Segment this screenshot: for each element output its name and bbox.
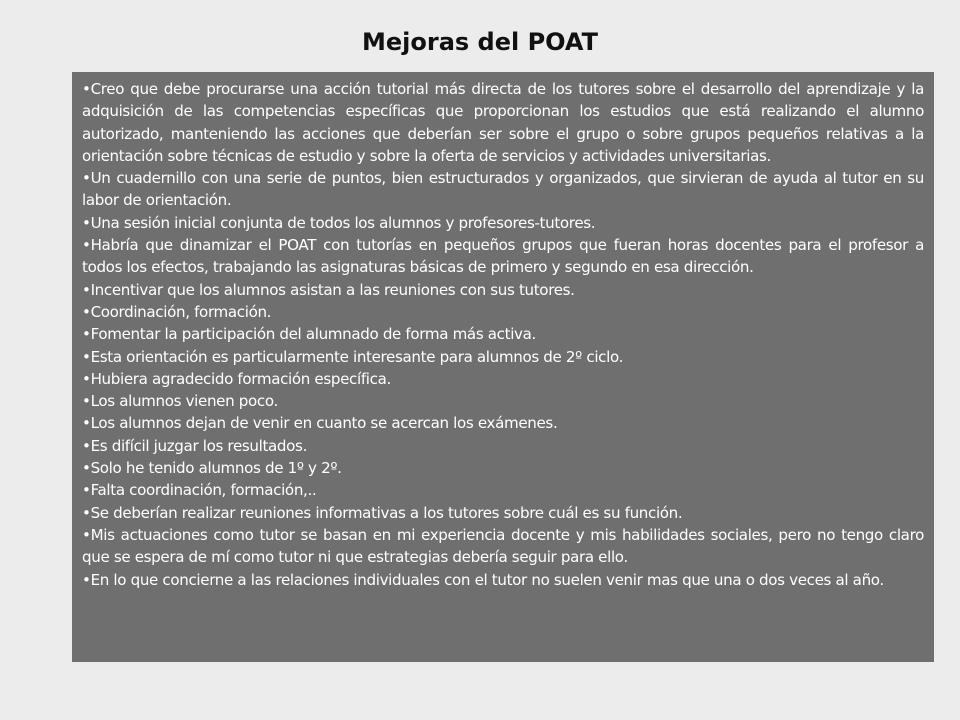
bullet-item [82, 390, 924, 412]
bullet-text: En lo que concierne a las relaciones individuales con el tutor no suelen venir mas que una o dos veces al año. [90, 570, 884, 589]
bullet-text: Incentivar que los alumnos asistan a las reuniones con sus tutores. [90, 280, 575, 299]
bullet-item [82, 346, 924, 368]
bullet-item [82, 435, 924, 457]
bullet-text: Solo he tenido alumnos de 1º y 2º. [90, 459, 342, 478]
bullet-item [82, 301, 924, 323]
bullet-item [82, 167, 924, 212]
bullet-text: Fomentar la participación del alumnado de forma más activa. [90, 325, 536, 344]
bullet-mark: • [82, 392, 91, 411]
bullet-mark: • [82, 525, 91, 544]
bullet-mark: • [82, 414, 91, 433]
bullet-text: Mis actuaciones como tutor se basan en mi experiencia docente y mis habilidades sociales, pero no tengo claro que se espera de mí como tutor ni que estrategias debería seguir para ello. [82, 525, 924, 567]
bullet-text: Es difícil juzgar los resultados. [90, 436, 308, 455]
bullet-mark: • [82, 80, 91, 98]
bullet-item [82, 569, 924, 591]
bullet-mark: • [82, 503, 91, 522]
bullet-item [82, 479, 924, 501]
bullet-mark: • [82, 481, 91, 500]
bullet-text: Creo que debe procurarse una acción tutorial más directa de los tutores sobre el desarrollo del aprendizaje y la adquisición de las competencias específicas que proporcionan los estudios que está realizando el alumno autorizado, manteniendo las acciones que deberían ser sobre el grupo o sobre grupos pequeños relativas a la orientación sobre técnicas de estudio y sobre la oferta de servicios y actividades universitarias. [82, 80, 924, 165]
bullet-text: Se deberían realizar reuniones informativas a los tutores sobre cuál es su función. [90, 503, 683, 522]
bullet-mark: • [82, 347, 91, 366]
bullet-item [82, 457, 924, 479]
bullet-mark: • [82, 369, 91, 388]
bullet-text: Los alumnos vienen poco. [90, 392, 278, 411]
bullet-text: Falta coordinación, formación,.. [90, 481, 317, 500]
bullet-item [82, 212, 924, 234]
bullet-text: Los alumnos dejan de venir en cuanto se acercan los exámenes. [90, 414, 558, 433]
bullet-item [82, 524, 924, 569]
bullet-item [82, 279, 924, 301]
bullet-mark: • [82, 280, 91, 299]
bullet-text: Un cuadernillo con una serie de puntos, bien estructurados y organizados, que sirvieran de ayuda al tutor en su labor de orientación. [82, 169, 924, 210]
bullet-mark: • [82, 436, 91, 455]
content-box [72, 72, 934, 662]
bullet-mark: • [82, 169, 91, 188]
bullet-item [82, 78, 924, 167]
bullet-item [82, 502, 924, 524]
slide-title: Mejoras del POAT [361, 28, 598, 56]
bullet-item [82, 368, 924, 390]
bullet-mark: • [82, 325, 91, 344]
bullet-list [82, 78, 924, 591]
bullet-text: Esta orientación es particularmente interesante para alumnos de 2º ciclo. [90, 347, 624, 366]
bullet-text: Habría que dinamizar el POAT con tutorías en pequeños grupos que fueran horas docentes para el profesor a todos los efectos, trabajando las asignaturas básicas de primero y segundo en esa dirección. [82, 236, 924, 277]
bullet-item [82, 234, 924, 279]
bullet-text: Coordinación, formación. [90, 302, 272, 321]
bullet-mark: • [82, 459, 91, 478]
bullet-mark: • [82, 236, 91, 255]
bullet-mark: • [82, 302, 91, 321]
bullet-text: Hubiera agradecido formación específica. [90, 369, 391, 388]
bullet-mark: • [82, 570, 91, 589]
bullet-item [82, 412, 924, 434]
bullet-text: Una sesión inicial conjunta de todos los alumnos y profesores-tutores. [90, 213, 596, 232]
bullet-item [82, 323, 924, 345]
bullet-mark: • [82, 213, 91, 232]
